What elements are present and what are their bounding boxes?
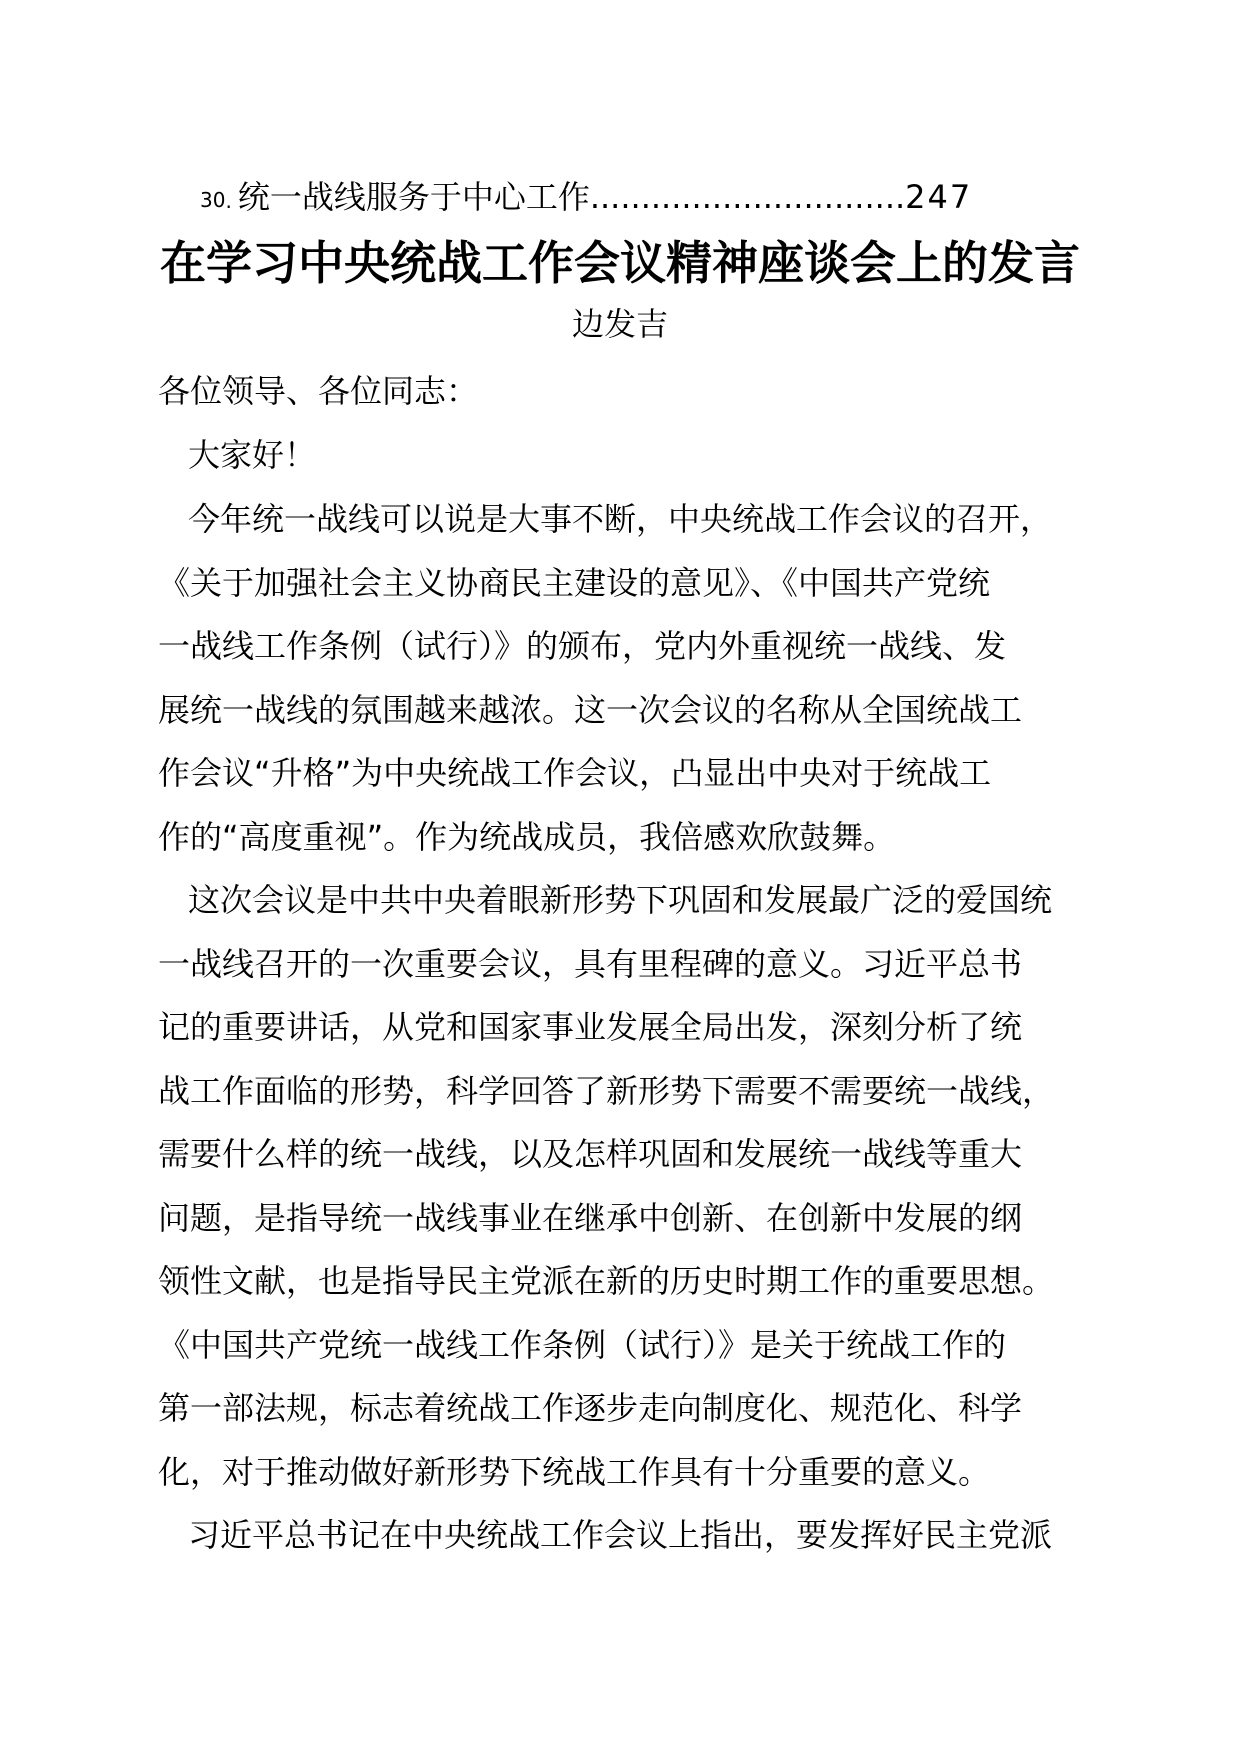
paragraph-line: 作的“高度重视”。作为统战成员，我倍感欢欣鼓舞。 [158, 817, 896, 856]
paragraph-line: 习近平总书记在中央统战工作会议上指出，要发挥好民主党派 [188, 1516, 1053, 1554]
paragraph-line: 一战线工作条例（试行）》的颁布，党内外重视统一战线、发 [158, 627, 1007, 665]
salutation: 各位领导、各位同志： [158, 372, 479, 410]
paragraph-line: 第一部法规，标志着统战工作逐步走向制度化、规范化、科学 [158, 1389, 1023, 1427]
toc-entry-leader: ............................... [589, 178, 906, 216]
paragraph-3 [158, 1504, 1098, 1568]
paragraph-2 [158, 869, 1098, 1504]
toc-entry-text: 统一战线服务于中心工作 [237, 178, 590, 216]
paragraph-line: 一战线召开的一次重要会议，具有里程碑的意义。习近平总书 [158, 944, 1023, 983]
paragraph-line: 记的重要讲话，从党和国家事业发展全局出发，深刻分析了统 [158, 1008, 1023, 1046]
paragraph-line: 展统一战线的氛围越来越浓。这一次会议的名称从全国统战工 [158, 690, 1023, 729]
document-title: 在学习中央统战工作会议精神座谈会上的发言 [160, 236, 1080, 290]
paragraph-line: 《关于加强社会主义协商民主建设的意见》、《中国共产党统 [158, 563, 991, 602]
greeting: 大家好！ [188, 436, 317, 474]
paragraph-line: 领性文献，也是指导民主党派在新的历史时期工作的重要思想。 [158, 1262, 1055, 1300]
paragraph-line: 化，对于推动做好新形势下统战工作具有十分重要的意义。 [158, 1452, 991, 1491]
paragraph-1 [158, 488, 1098, 869]
toc-entry-page: 247 [905, 178, 973, 216]
paragraph-line: 需要什么样的统一战线，以及怎样巩固和发展统一战线等重大 [158, 1135, 1023, 1173]
toc-entry-number: 30 [200, 188, 226, 212]
paragraph-line: 这次会议是中共中央着眼新形势下巩固和发展最广泛的爱国统 [188, 881, 1053, 919]
toc-entry-separator: . [225, 189, 232, 213]
paragraph-line: 战工作面临的形势，科学回答了新形势下需要不需要统一战线， [158, 1071, 1055, 1110]
document-author: 边发吉 [571, 305, 668, 343]
toc-entry [200, 172, 1060, 222]
paragraph-line: 作会议“升格”为中央统战工作会议，凸显出中央对于统战工 [158, 754, 992, 792]
paragraph-line: 今年统一战线可以说是大事不断，中央统战工作会议的召开， [188, 500, 1053, 538]
paragraph-line: 《中国共产党统一战线工作条例（试行）》是关于统战工作的 [158, 1325, 1007, 1364]
paragraph-line: 问题，是指导统一战线事业在继承中创新、在创新中发展的纲 [158, 1198, 1023, 1237]
